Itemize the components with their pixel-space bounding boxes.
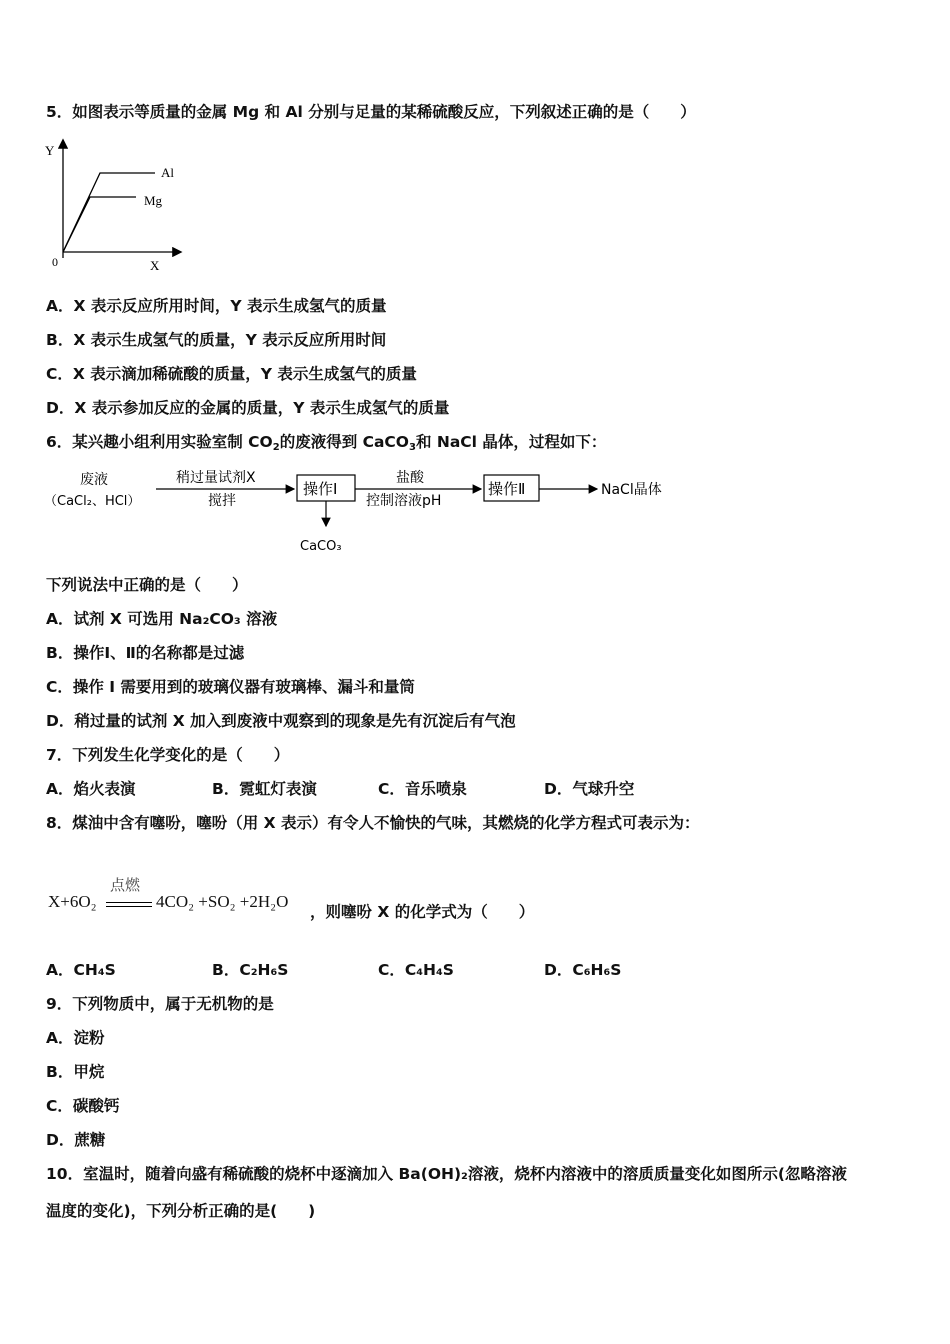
q8-options <box>46 960 710 980</box>
flow-arrow1-top: 稍过量试剂X <box>176 470 256 486</box>
flow-end-label: NaCl晶体 <box>601 482 662 498</box>
q9-option-b: B．甲烷 <box>46 1063 105 1081</box>
q9-option-c: C．碳酸钙 <box>46 1097 120 1115</box>
flow-start-bottom: （CaCl₂、HCl） <box>44 494 141 509</box>
y-axis-label: Y <box>45 143 55 158</box>
q6-flow-diagram <box>44 462 724 560</box>
origin-label: 0 <box>52 255 58 269</box>
q7-option-d: D．气球升空 <box>544 780 635 798</box>
q6-option-a: A．试剂 X 可选用 Na₂CO₃ 溶液 <box>46 610 278 628</box>
q8-option-b: B．C₂H₆S <box>212 961 289 979</box>
q6-option-c: C．操作 I 需要用到的玻璃仪器有玻璃棒、漏斗和量筒 <box>46 678 415 696</box>
q5-option-a: A．X 表示反应所用时间，Y 表示生成氢气的质量 <box>46 297 387 315</box>
q8-equation <box>48 876 648 920</box>
q5-option-c: C．X 表示滴加稀硫酸的质量，Y 表示生成氢气的质量 <box>46 365 417 383</box>
eq-right: 4CO₂ +SO₂ +2H₂O <box>156 892 289 911</box>
mg-label: Mg <box>144 193 163 208</box>
question-8-stem: 8．煤油中含有噻吩，噻吩（用 X 表示）有令人不愉快的气味，其燃烧的化学方程式可表示为： <box>46 814 700 832</box>
q8-option-a: A．CH₄S <box>46 961 116 979</box>
q6-option-d: D．稍过量的试剂 X 加入到废液中观察到的现象是先有沉淀后有气泡 <box>46 712 516 730</box>
question-6-stem: 6．某兴趣小组利用实验室制 $CO_2$的废液得到 CaCO$_3$和 NaCl 晶体，过程如下： <box>46 433 607 453</box>
eq-tail: ，则噻吩 X 的化学式为（ ） <box>310 903 535 921</box>
flow-arrow1-bottom: 搅拌 <box>208 493 236 509</box>
q5-option-b: B．X 表示生成氢气的质量，Y 表示反应所用时间 <box>46 331 387 349</box>
q8-option-d: D．C₆H₆S <box>544 961 622 979</box>
al-line <box>63 173 155 252</box>
q7-option-b: B．霓虹灯表演 <box>212 780 317 798</box>
question-7-stem: 7．下列发生化学变化的是（ ） <box>46 746 290 764</box>
q8-option-c: C．C₄H₄S <box>378 961 454 979</box>
flow-arrow2-top: 盐酸 <box>396 470 424 486</box>
q9-option-a: A．淀粉 <box>46 1029 105 1047</box>
flow-arrow2-bottom: 控制溶液pH <box>366 493 442 509</box>
flow-box2-label: 操作Ⅱ <box>488 480 526 498</box>
q5-option-d: D．X 表示参加反应的金属的质量，Y 表示生成氢气的质量 <box>46 399 450 417</box>
flow-down-label: CaCO₃ <box>300 539 342 554</box>
question-5-stem: 5．如图表示等质量的金属 Mg 和 Al 分别与足量的某稀硫酸反应，下列叙述正确的是（ ） <box>46 103 696 121</box>
question-10-stem-line1: 10．室温时，随着向盛有稀硫酸的烧杯中逐滴加入 Ba(OH)₂溶液，烧杯内溶液中的溶质质量变化如图所示(忽略溶液 <box>46 1165 847 1183</box>
question-9-stem: 9．下列物质中，属于无机物的是 <box>46 995 274 1013</box>
q7-options <box>46 779 710 799</box>
flow-start-top: 废液 <box>80 472 108 488</box>
mg-line <box>63 197 136 252</box>
q6-prompt: 下列说法中正确的是（ ） <box>46 576 248 594</box>
q7-option-a: A．焰火表演 <box>46 780 136 798</box>
al-label: Al <box>161 165 174 180</box>
q5-graph <box>40 135 190 275</box>
q7-option-c: C．音乐喷泉 <box>378 780 467 798</box>
eq-arrow <box>106 902 152 907</box>
x-axis-label: X <box>150 258 160 273</box>
flow-box1-label: 操作Ⅰ <box>303 480 338 498</box>
question-10-stem-line2: 温度的变化)，下列分析正确的是( ) <box>46 1202 316 1220</box>
q6-option-b: B．操作Ⅰ、Ⅱ的名称都是过滤 <box>46 644 245 662</box>
eq-condition: 点燃 <box>110 878 141 894</box>
q9-option-d: D．蔗糖 <box>46 1131 106 1149</box>
eq-left: X+6O₂ <box>48 892 97 911</box>
